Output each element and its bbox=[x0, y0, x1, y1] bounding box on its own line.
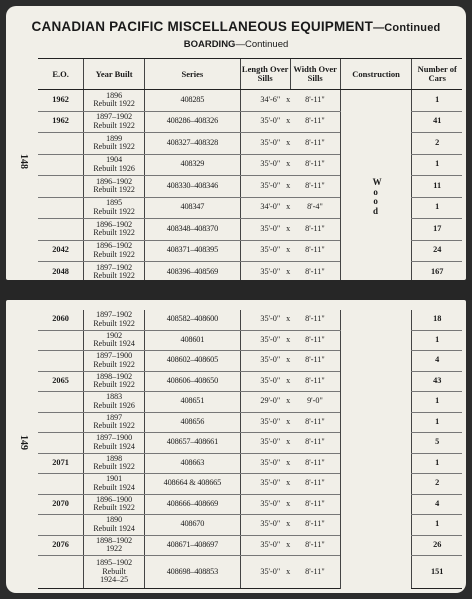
cell-eo bbox=[38, 176, 84, 198]
length-value: 35'-0" bbox=[260, 245, 281, 255]
cell-series: 408602–408605 bbox=[145, 351, 241, 372]
cell-number-of-cars: 17 bbox=[412, 219, 462, 241]
cell-number-of-cars: 1 bbox=[412, 330, 462, 351]
cell-year-built bbox=[84, 474, 145, 495]
cell-width: 8'-11" bbox=[290, 330, 340, 351]
year-line: Rebuilt 1926 bbox=[93, 400, 135, 410]
cell-number-of-cars: 4 bbox=[412, 494, 462, 515]
dimension-separator: x bbox=[286, 437, 291, 447]
header-year-built: Year Built bbox=[84, 59, 145, 90]
cell-series: 408286–408326 bbox=[145, 111, 241, 133]
dimension-separator: x bbox=[286, 355, 291, 365]
cell-series: 408651 bbox=[145, 392, 241, 413]
length-value: 35'-0" bbox=[260, 416, 281, 426]
cell-number-of-cars: 167 bbox=[412, 262, 462, 284]
cell-width: 8'-11" bbox=[290, 90, 340, 112]
year-line: Rebuilt 1926 bbox=[93, 163, 135, 173]
cell-length bbox=[240, 351, 290, 372]
dimension-separator: x bbox=[286, 334, 291, 344]
year-line: 1924–25 bbox=[100, 575, 129, 585]
year-line: Rebuilt 1922 bbox=[93, 271, 135, 281]
cell-number-of-cars: 26 bbox=[412, 535, 462, 556]
cell-number-of-cars: 2 bbox=[412, 133, 462, 155]
year-line: 1922 bbox=[106, 544, 123, 554]
dimension-separator: x bbox=[286, 396, 291, 406]
dimension-separator: x bbox=[286, 180, 291, 190]
cell-number-of-cars: 1 bbox=[412, 412, 462, 433]
cell-series: 408582–408600 bbox=[145, 310, 241, 330]
year-line: Rebuilt 1924 bbox=[93, 441, 135, 451]
length-value: 35'-0" bbox=[260, 457, 281, 467]
cell-series: 408666–408669 bbox=[145, 494, 241, 515]
page-number-148: 148 bbox=[18, 154, 29, 169]
cell-number-of-cars: 1 bbox=[412, 392, 462, 413]
cell-eo: 2076 bbox=[38, 535, 84, 556]
length-value: 34'-6" bbox=[260, 94, 281, 104]
year-line: 1895 bbox=[106, 198, 123, 208]
cell-series: 408698–408853 bbox=[145, 556, 241, 589]
year-line: Rebuilt 1922 bbox=[93, 99, 135, 109]
year-line: 1898 bbox=[106, 453, 123, 463]
cell-year-built bbox=[84, 197, 145, 219]
cell-series: 408656 bbox=[145, 412, 241, 433]
cell-eo bbox=[38, 197, 84, 219]
length-value: 35'-0" bbox=[260, 519, 281, 529]
cell-year-built bbox=[84, 111, 145, 133]
dimension-separator: x bbox=[286, 137, 291, 147]
cell-number-of-cars: 2 bbox=[412, 474, 462, 495]
year-line: Rebuilt 1924 bbox=[93, 523, 135, 533]
cell-eo: 2071 bbox=[38, 453, 84, 474]
cell-year-built bbox=[84, 515, 145, 536]
page-title bbox=[6, 19, 466, 34]
cell-length bbox=[240, 219, 290, 241]
cell-length bbox=[240, 474, 290, 495]
year-line: Rebuilt 1922 bbox=[93, 380, 135, 390]
cell-length bbox=[240, 133, 290, 155]
year-line: 1897 bbox=[106, 412, 123, 422]
cell-year-built bbox=[84, 556, 145, 589]
table-body-bottom bbox=[38, 310, 462, 589]
length-value: 35'-0" bbox=[260, 314, 281, 324]
table-header-row bbox=[38, 59, 462, 90]
page-number-149: 149 bbox=[18, 435, 29, 450]
length-value: 35'-0" bbox=[260, 159, 281, 169]
cell-year-built bbox=[84, 310, 145, 330]
year-line: 1899 bbox=[106, 133, 123, 143]
cell-year-built bbox=[84, 133, 145, 155]
year-line: Rebuilt bbox=[102, 566, 126, 576]
length-value: 35'-0" bbox=[260, 266, 281, 276]
cell-year-built bbox=[84, 90, 145, 112]
cell-length bbox=[240, 535, 290, 556]
cell-number-of-cars: 4 bbox=[412, 351, 462, 372]
cell-width: 8'-11" bbox=[290, 535, 340, 556]
cell-year-built bbox=[84, 371, 145, 392]
construction-label: Wood bbox=[372, 177, 383, 216]
length-value: 35'-0" bbox=[260, 223, 281, 233]
cell-eo bbox=[38, 556, 84, 589]
cell-series: 408285 bbox=[145, 90, 241, 112]
length-value: 34'-0" bbox=[260, 202, 281, 212]
year-line: 1897–1900 bbox=[96, 433, 133, 443]
header-length: Length Over Sills bbox=[240, 59, 290, 90]
year-line: 1898–1902 bbox=[96, 535, 133, 545]
cell-width: 8'-11" bbox=[290, 154, 340, 176]
dimension-separator: x bbox=[286, 566, 291, 576]
year-line: Rebuilt 1922 bbox=[93, 228, 135, 238]
cell-width: 8'-11" bbox=[290, 176, 340, 198]
table-row bbox=[38, 90, 462, 112]
length-value: 35'-0" bbox=[260, 437, 281, 447]
cell-eo bbox=[38, 515, 84, 536]
dimension-separator: x bbox=[286, 245, 291, 255]
cell-length bbox=[240, 176, 290, 198]
year-line: 1902 bbox=[106, 330, 123, 340]
cell-length bbox=[240, 556, 290, 589]
cell-length bbox=[240, 240, 290, 262]
dimension-separator: x bbox=[286, 266, 291, 276]
length-value: 35'-0" bbox=[260, 566, 281, 576]
cell-width: 8'-11" bbox=[290, 262, 340, 284]
year-line: Rebuilt 1922 bbox=[93, 142, 135, 152]
cell-length bbox=[240, 494, 290, 515]
table-body-top bbox=[38, 90, 462, 305]
cell-series: 408327–408328 bbox=[145, 133, 241, 155]
cell-year-built bbox=[84, 453, 145, 474]
year-line: Rebuilt 1924 bbox=[93, 482, 135, 492]
length-value: 35'-0" bbox=[260, 539, 281, 549]
cell-series: 408371–408395 bbox=[145, 240, 241, 262]
length-value: 29'-0" bbox=[260, 396, 281, 406]
cell-eo: 2065 bbox=[38, 371, 84, 392]
cell-length bbox=[240, 515, 290, 536]
cell-width: 8'-11" bbox=[290, 133, 340, 155]
cell-width: 8'-11" bbox=[290, 240, 340, 262]
year-line: 1897–1902 bbox=[96, 112, 133, 122]
length-value: 35'-0" bbox=[260, 375, 281, 385]
cell-eo: 2070 bbox=[38, 494, 84, 515]
cell-length bbox=[240, 453, 290, 474]
dimension-separator: x bbox=[286, 223, 291, 233]
cell-number-of-cars: 1 bbox=[412, 515, 462, 536]
length-value: 35'-0" bbox=[260, 334, 281, 344]
cell-series: 408601 bbox=[145, 330, 241, 351]
dimension-separator: x bbox=[286, 94, 291, 104]
cell-length bbox=[240, 197, 290, 219]
year-line: 1896–1902 bbox=[96, 241, 133, 251]
header-construction: Construction bbox=[340, 59, 412, 90]
year-line: 1895–1902 bbox=[96, 558, 133, 568]
year-line: 1897–1902 bbox=[96, 262, 133, 272]
cell-construction bbox=[340, 90, 412, 305]
subtitle-continued: —Continued bbox=[235, 39, 289, 50]
header-series: Series bbox=[145, 59, 241, 90]
cell-width: 8'-11" bbox=[290, 494, 340, 515]
header-eo: E.O. bbox=[38, 59, 84, 90]
year-line: 1896–1900 bbox=[96, 494, 133, 504]
length-value: 35'-0" bbox=[260, 498, 281, 508]
equipment-table-bottom bbox=[38, 310, 462, 589]
year-line: Rebuilt 1922 bbox=[93, 206, 135, 216]
dimension-separator: x bbox=[286, 478, 291, 488]
year-line: 1883 bbox=[106, 392, 123, 402]
dimension-separator: x bbox=[286, 159, 291, 169]
cell-year-built bbox=[84, 535, 145, 556]
cell-construction bbox=[340, 310, 412, 589]
cell-series: 408670 bbox=[145, 515, 241, 536]
cell-series: 408329 bbox=[145, 154, 241, 176]
cell-eo bbox=[38, 133, 84, 155]
dimension-separator: x bbox=[286, 375, 291, 385]
dimension-separator: x bbox=[286, 416, 291, 426]
cell-eo bbox=[38, 433, 84, 454]
cell-number-of-cars: 11 bbox=[412, 176, 462, 198]
cell-length bbox=[240, 371, 290, 392]
lower-page bbox=[6, 300, 466, 593]
dimension-separator: x bbox=[286, 202, 291, 212]
cell-eo bbox=[38, 474, 84, 495]
cell-width: 8'-11" bbox=[290, 111, 340, 133]
dimension-separator: x bbox=[286, 116, 291, 126]
cell-width: 8'-11" bbox=[290, 351, 340, 372]
cell-eo: 1962 bbox=[38, 90, 84, 112]
dimension-separator: x bbox=[286, 519, 291, 529]
length-value: 35'-0" bbox=[260, 180, 281, 190]
title-continued: —Continued bbox=[373, 22, 441, 34]
cell-year-built bbox=[84, 351, 145, 372]
cell-eo bbox=[38, 351, 84, 372]
cell-series: 408330–408346 bbox=[145, 176, 241, 198]
cell-series: 408657–408661 bbox=[145, 433, 241, 454]
dimension-separator: x bbox=[286, 539, 291, 549]
cell-width: 8'-11" bbox=[290, 556, 340, 589]
dimension-separator: x bbox=[286, 498, 291, 508]
cell-number-of-cars: 1 bbox=[412, 90, 462, 112]
cell-width: 8'-4" bbox=[290, 197, 340, 219]
year-line: Rebuilt 1922 bbox=[93, 503, 135, 513]
cell-width: 8'-11" bbox=[290, 433, 340, 454]
cell-series: 408606–408650 bbox=[145, 371, 241, 392]
subtitle-main: BOARDING bbox=[183, 39, 236, 50]
cell-eo: 2042 bbox=[38, 240, 84, 262]
cell-number-of-cars: 43 bbox=[412, 371, 462, 392]
year-line: Rebuilt 1922 bbox=[93, 421, 135, 431]
cell-length bbox=[240, 154, 290, 176]
dimension-separator: x bbox=[286, 314, 291, 324]
cell-length bbox=[240, 433, 290, 454]
cell-length bbox=[240, 310, 290, 330]
year-line: Rebuilt 1922 bbox=[93, 185, 135, 195]
cell-year-built bbox=[84, 154, 145, 176]
table-row bbox=[38, 310, 462, 330]
cell-width: 8'-11" bbox=[290, 412, 340, 433]
section-subtitle bbox=[6, 39, 466, 50]
cell-series: 408396–408569 bbox=[145, 262, 241, 284]
cell-number-of-cars: 1 bbox=[412, 453, 462, 474]
equipment-table-top bbox=[38, 58, 462, 305]
cell-eo bbox=[38, 392, 84, 413]
year-line: 1898–1902 bbox=[96, 371, 133, 381]
year-line: 1896–1902 bbox=[96, 219, 133, 229]
year-line: Rebuilt 1922 bbox=[93, 249, 135, 259]
length-value: 35'-0" bbox=[260, 137, 281, 147]
cell-year-built bbox=[84, 392, 145, 413]
cell-number-of-cars: 5 bbox=[412, 433, 462, 454]
header-width: Width Over Sills bbox=[290, 59, 340, 90]
cell-year-built bbox=[84, 494, 145, 515]
year-line: 1904 bbox=[106, 155, 123, 165]
year-line: Rebuilt 1922 bbox=[93, 462, 135, 472]
header-number-of-cars: Number of Cars bbox=[412, 59, 462, 90]
year-line: 1901 bbox=[106, 474, 123, 484]
cell-eo: 2060 bbox=[38, 310, 84, 330]
upper-page bbox=[6, 6, 466, 280]
cell-series: 408664 & 408665 bbox=[145, 474, 241, 495]
page-separator bbox=[0, 280, 472, 300]
year-line: 1896 bbox=[106, 90, 123, 100]
cell-eo bbox=[38, 154, 84, 176]
dimension-separator: x bbox=[286, 457, 291, 467]
cell-year-built bbox=[84, 240, 145, 262]
cell-length bbox=[240, 412, 290, 433]
cell-number-of-cars: 151 bbox=[412, 556, 462, 589]
cell-number-of-cars: 1 bbox=[412, 197, 462, 219]
cell-year-built bbox=[84, 219, 145, 241]
cell-width: 8'-11" bbox=[290, 219, 340, 241]
year-line: Rebuilt 1922 bbox=[93, 318, 135, 328]
cell-width: 8'-11" bbox=[290, 453, 340, 474]
cell-year-built bbox=[84, 330, 145, 351]
cell-width: 9'-0" bbox=[290, 392, 340, 413]
cell-length bbox=[240, 90, 290, 112]
cell-number-of-cars: 24 bbox=[412, 240, 462, 262]
cell-series: 408347 bbox=[145, 197, 241, 219]
year-line: Rebuilt 1924 bbox=[93, 339, 135, 349]
year-line: 1896–1902 bbox=[96, 176, 133, 186]
year-line: Rebuilt 1922 bbox=[93, 120, 135, 130]
cell-series: 408671–408697 bbox=[145, 535, 241, 556]
cell-width: 8'-11" bbox=[290, 474, 340, 495]
length-value: 35'-0" bbox=[260, 355, 281, 365]
cell-year-built bbox=[84, 412, 145, 433]
cell-eo: 2048 bbox=[38, 262, 84, 284]
cell-eo bbox=[38, 219, 84, 241]
cell-width: 8'-11" bbox=[290, 371, 340, 392]
cell-year-built bbox=[84, 433, 145, 454]
length-value: 35'-0" bbox=[260, 116, 281, 126]
cell-series: 408663 bbox=[145, 453, 241, 474]
year-line: Rebuilt 1922 bbox=[93, 359, 135, 369]
cell-year-built bbox=[84, 176, 145, 198]
year-line: 1890 bbox=[106, 515, 123, 525]
cell-series: 408348–408370 bbox=[145, 219, 241, 241]
cell-eo bbox=[38, 412, 84, 433]
cell-eo: 1962 bbox=[38, 111, 84, 133]
title-main: CANADIAN PACIFIC MISCELLANEOUS EQUIPMENT bbox=[31, 19, 374, 34]
cell-width: 8'-11" bbox=[290, 310, 340, 330]
cell-number-of-cars: 41 bbox=[412, 111, 462, 133]
year-line: 1897–1902 bbox=[96, 310, 133, 320]
cell-length bbox=[240, 392, 290, 413]
cell-length bbox=[240, 330, 290, 351]
cell-number-of-cars: 18 bbox=[412, 310, 462, 330]
cell-length bbox=[240, 111, 290, 133]
cell-eo bbox=[38, 330, 84, 351]
cell-width: 8'-11" bbox=[290, 515, 340, 536]
year-line: 1897–1900 bbox=[96, 351, 133, 361]
cell-number-of-cars: 1 bbox=[412, 154, 462, 176]
length-value: 35'-0" bbox=[260, 478, 281, 488]
